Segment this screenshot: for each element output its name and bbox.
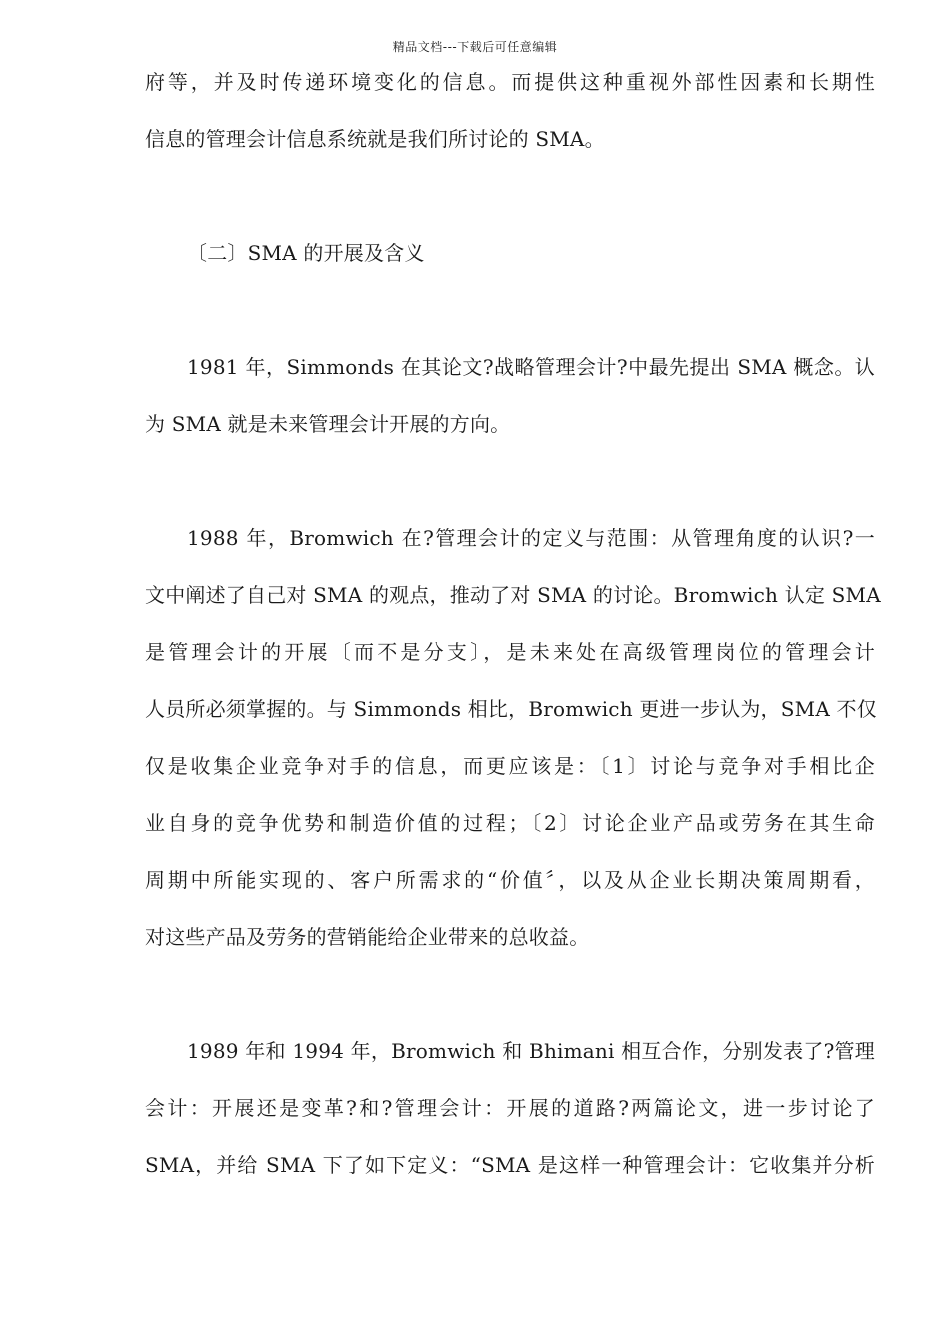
section-heading: 〔二〕SMA 的开展及含义 [187,241,425,265]
text-line: 会计：开展还是变革?和?管理会计：开展的道路?两篇论文，进一步讨论了 [145,1096,875,1120]
text-line: 仅是收集企业竞争对手的信息，而更应该是：〔1〕讨论与竞争对手相比企 [145,754,875,778]
text-line: 1989 年和 1994 年，Bromwich 和 Bhimani 相互合作，分别发表了?管理 [187,1039,875,1063]
text-line: 为 SMA 就是未来管理会计开展的方向。 [145,412,511,436]
page-header: 精品文档---下载后可任意编辑 [392,40,558,54]
text-line: 是管理会计的开展〔而不是分支〕，是未来处在高级管理岗位的管理会计 [145,640,875,664]
text-line: 业自身的竞争优势和制造价值的过程；〔2〕讨论企业产品或劳务在其生命 [145,811,875,835]
text-line: 1981 年，Simmonds 在其论文?战略管理会计?中最先提出 SMA 概念。认 [187,355,875,379]
document-body [145,54,881,1194]
text-line: SMA，并给 SMA 下了如下定义：“SMA 是这样一种管理会计：它收集并分析 [145,1153,875,1177]
text-line: 府等，并及时传递环境变化的信息。而提供这种重视外部性因素和长期性 [145,70,875,94]
text-line: 人员所必须掌握的。与 Simmonds 相比，Bromwich 更进一步认为，SMA 不仅 [145,697,877,721]
text-line: 信息的管理会计信息系统就是我们所讨论的 SMA。 [145,127,605,151]
text-line: 1988 年，Bromwich 在?管理会计的定义与范围：从管理角度的认识?一 [187,526,875,550]
text-line: 文中阐述了自己对 SMA 的观点，推动了对 SMA 的讨论。Bromwich 认定 SMA [145,583,881,607]
text-line: 对这些产品及劳务的营销能给企业带来的总收益。 [145,925,590,949]
text-line: 周期中所能实现的、客户所需求的“价值〞，以及从企业长期决策周期看， [145,868,875,892]
